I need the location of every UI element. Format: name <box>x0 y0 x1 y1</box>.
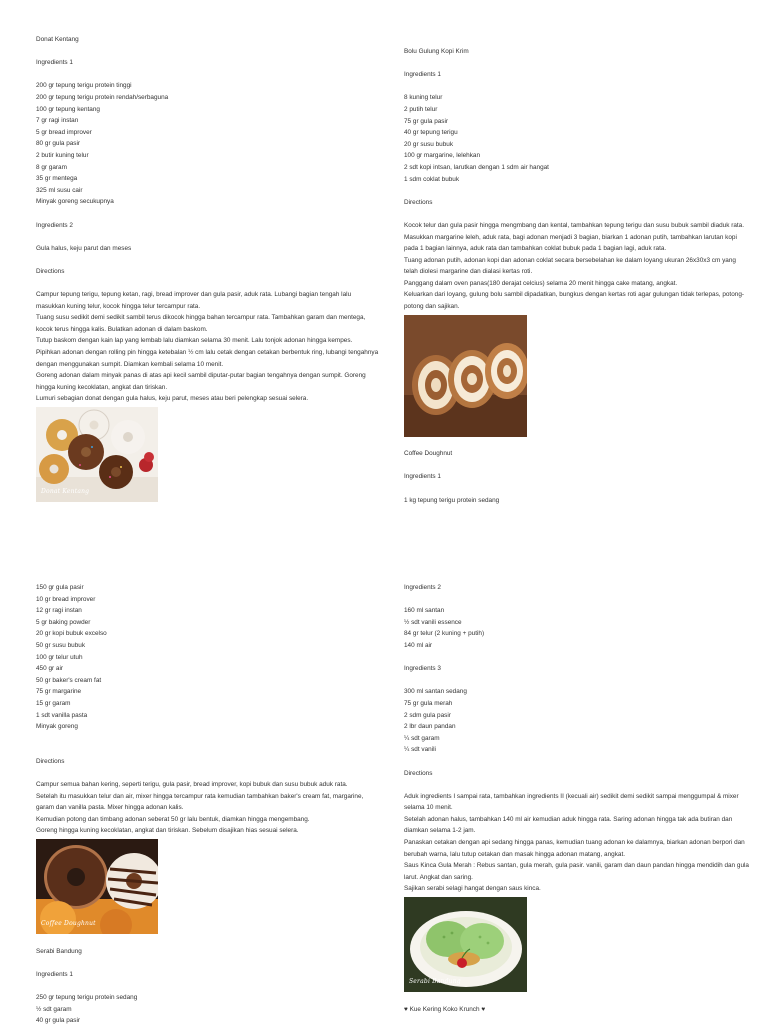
ingredient-list <box>36 80 381 208</box>
ingredient-item: 20 gr susu bubuk <box>404 140 454 148</box>
directions-label: Directions <box>36 757 65 765</box>
ingredient-item: 40 gr gula pasir <box>36 1017 81 1025</box>
donat-kentang-photo <box>36 407 158 502</box>
directions-text <box>36 779 381 837</box>
ingredient-item: 1 sdm coklat bubuk <box>404 175 460 183</box>
ingredient-list <box>36 582 381 733</box>
ingredient-item: 100 gr margarine, lelehkan <box>404 152 481 160</box>
ingredient-item: 40 gr tepung terigu <box>404 129 458 137</box>
ingredient-item: 50 gr susu bubuk <box>36 641 86 649</box>
ingredient-item: 100 gr telur utuh <box>36 653 83 661</box>
direction-step: Campur semua bahan kering, seperti terigu, gula pasir, bread improver, kopi bubuk dan susu bubuk aduk rata. <box>36 781 348 789</box>
direction-step: Goreng adonan dalam minyak panas di atas api kecil sambil diputar-putar bagian tengahnya dengan sumpit. Goreng hingga kuning kecoklatan, angkat dan tiriskan. <box>36 372 368 391</box>
coffee-doughnut-photo <box>36 839 158 934</box>
recipe-donat-kentang <box>36 34 381 502</box>
recipe-serabi-bandung <box>404 582 749 1015</box>
ingredient-item: 35 gr mentega <box>36 175 78 183</box>
photo-caption: Serabi Bandung <box>409 978 461 986</box>
direction-step: Aduk ingredients I sampai rata, tambahkan ingredients II (kecuali air) sedikit demi sedikit sampai menggumpal & mixer selama 10 menit. <box>404 792 741 812</box>
ingredient-item: 250 gr tepung terigu protein sedang <box>36 994 138 1002</box>
ingredient-item: 160 ml santan <box>404 607 445 615</box>
direction-step: Goreng hingga kuning kecoklatan, angkat dan tiriskan. Sebelum disajikan hias sesuai selera. <box>36 827 299 835</box>
ingredients-label: Ingredients 1 <box>36 970 73 978</box>
ingredients-label: Ingredients 1 <box>404 71 441 79</box>
direction-step: Setelah adonan halus, tambahkan 140 ml air kemudian aduk hingga rata. Saring adonan hingga tak ada butiran dan diamkan selama 1-2 jam. <box>404 815 735 835</box>
ingredient-item: 2 sdm gula pasir <box>404 711 451 719</box>
ingredient-list <box>36 992 381 1027</box>
direction-step: Keluarkan dari loyang, gulung bolu sambil dipadatkan, bungkus dengan kertas roti agar gulungan tidak terlepas, potong-potong dan sajikan. <box>404 291 744 311</box>
ingredient-item: 325 ml susu cair <box>36 186 83 194</box>
recipe-title: Serabi Bandung <box>36 947 82 955</box>
recipe-title: Coffee Doughnut <box>404 450 453 458</box>
direction-step: Pipihkan adonan dengan rolling pin hingga ketebalan ½ cm lalu cetak dengan cetakan berbentuk ring, lubangi tengahnya dengan menggunakan sumpit. Diamkan kembali selama 10 menit. <box>36 349 380 368</box>
ingredient-list <box>404 686 749 756</box>
ingredients-label: Ingredients 3 <box>404 665 441 673</box>
direction-step: Masukkan margarine leleh, aduk rata, bagi adonan menjadi 3 bagian, biarkan 1 adonan putih, tambahkan larutan kopi pada 1 bagian lainnya, aduk rata dan tambahkan coklat bubuk pada 1 bagian lagi, aduk rata. <box>404 233 739 253</box>
ingredient-item: 2 lbr daun pandan <box>404 723 456 731</box>
recipe-title: Donat Kentang <box>36 36 79 43</box>
ingredient-item: 7 gr ragi instan <box>36 117 79 125</box>
direction-step: Setelah itu masukkan telur dan air, mixer hingga tercampur rata kemudian tambahkan baker's cream fat, margarine, garam dan vanilla pasta. Mixer hingga adonan kalis. <box>36 792 366 812</box>
directions-text <box>404 220 749 313</box>
ingredient-list <box>404 495 749 507</box>
ingredient-item: 15 gr garam <box>36 699 71 707</box>
ingredient-item: 8 gr garam <box>36 163 67 171</box>
direction-step: Tuang susu sedikit demi sedikit sambil terus dikocok hingga bahan tercampur rata. Tambahkan garam dan mentega, kocok terus hingga kalis. Bulatkan adonan di dalam baskom. <box>36 314 368 333</box>
directions-label: Directions <box>404 769 433 777</box>
directions-text <box>36 289 381 405</box>
ingredient-item: ¼ sdt garam <box>404 734 440 742</box>
direction-step: Lumuri sebagian donat dengan gula halus, keju parut, meses atau beri pelengkap sesuai selera. <box>36 395 309 403</box>
ingredient-item: 1 sdt vanilla pasta <box>36 711 88 719</box>
direction-step: Tutup baskom dengan kain lap yang lembab lalu diamkan selama 30 menit. Lalu tonjok adonan hingga kempes. <box>36 337 353 345</box>
ingredient-item: 2 butir kuning telur <box>36 151 89 159</box>
ingredient-item: Minyak goreng <box>36 723 78 731</box>
direction-step: Kemudian potong dan timbang adonan seberat 50 gr lalu bentuk, diamkan hingga mengembang. <box>36 815 310 823</box>
ingredient-item: 8 kuning telur <box>404 94 443 102</box>
ingredients-label: Ingredients 2 <box>36 221 73 229</box>
ingredient-item: 1 kg tepung terigu protein sedang <box>404 496 500 504</box>
ingredient-item: Minyak goreng secukupnya <box>36 198 114 206</box>
photo-caption: Coffee Doughnut <box>41 920 96 928</box>
ingredient-item: 75 gr gula pasir <box>404 117 449 125</box>
recipe-bolu-gulung <box>404 46 749 506</box>
ingredient-item: ¼ sdt vanili <box>404 746 436 754</box>
serabi-bandung-photo <box>404 897 527 992</box>
direction-step: Panggang dalam oven panas(180 derajat celcius) selama 20 menit hingga cake matang, angkat. <box>404 279 678 287</box>
ingredients-label: Ingredients 1 <box>404 473 441 481</box>
recipe-coffee-doughnut <box>36 582 381 1027</box>
recipe-title: Bolu Gulung Kopi Krim <box>404 48 469 55</box>
ingredient-item: 100 gr tepung kentang <box>36 105 100 113</box>
ingredient-item: 300 ml santan sedang <box>404 688 467 696</box>
ingredient-item: 2 putih telur <box>404 105 438 113</box>
ingredient-item: 2 sdt kopi intsan, larutkan dengan 1 sdm air hangat <box>404 163 549 171</box>
ingredient-item: Gula halus, keju parut dan meses <box>36 244 132 252</box>
ingredient-item: 84 gr telur (2 kuning + putih) <box>404 630 485 638</box>
ingredient-item: 50 gr baker's cream fat <box>36 676 102 684</box>
ingredient-item: 140 ml air <box>404 641 433 649</box>
direction-step: Sajikan serabi selagi hangat dengan saus kinca. <box>404 885 541 893</box>
ingredient-item: 10 gr bread improver <box>36 595 96 603</box>
direction-step: Saus Kinca Gula Merah : Rebus santan, gula merah, gula pasir. vanili, garam dan daun pandan hingga mendidih dan gula larut. Angkat dan saring. <box>404 862 751 881</box>
ingredient-item: 75 gr margarine <box>36 688 82 696</box>
ingredient-item: 200 gr tepung terigu protein tinggi <box>36 82 132 90</box>
roll-cake-illustration <box>404 315 527 437</box>
photo-caption: Donat Kentang <box>41 488 90 496</box>
direction-step: Campur tepung terigu, tepung ketan, ragi, bread improver dan gula pasir, aduk rata. Lubangi bagian tengah lalu masukkan kuning telur, kocok hingga telur tercampur rata. <box>36 291 353 310</box>
ingredient-item: 200 gr tepung terigu protein rendah/serbaguna <box>36 93 169 101</box>
directions-text <box>404 791 749 895</box>
ingredient-item: 450 gr air <box>36 665 63 673</box>
ingredient-item: 5 gr bread improver <box>36 128 92 136</box>
bolu-gulung-photo <box>404 315 527 437</box>
ingredient-list <box>36 243 381 255</box>
ingredient-item: 75 gr gula merah <box>404 699 453 707</box>
ingredients-label: Ingredients 1 <box>36 59 73 67</box>
ingredient-item: 20 gr kopi bubuk excelso <box>36 630 107 638</box>
ingredient-item: 80 gr gula pasir <box>36 140 81 148</box>
direction-step: Tuang adonan putih, adonan kopi dan adonan coklat secara bersebelahan ke dalam loyang ukuran 26x30x3 cm yang telah diolesi margarine dan dialasi kertas roti. <box>404 256 738 276</box>
direction-step: Panaskan cetakan dengan api sedang hingga panas, kemudian tuang adonan ke dalamnya, biarkan adonan berpori dan berubah warna, lalu tutup cetakan dan masak hingga adonan matang, angkat. <box>404 839 747 858</box>
directions-label: Directions <box>404 198 433 206</box>
ingredient-item: ½ sdt vanili essence <box>404 618 462 626</box>
directions-label: Directions <box>36 267 65 275</box>
ingredient-list <box>404 92 749 185</box>
ingredient-list <box>404 605 749 651</box>
ingredient-item: ½ sdt garam <box>36 1005 72 1013</box>
next-recipe-title: ♥ Kue Kering Koko Krunch ♥ <box>404 1005 486 1013</box>
ingredient-item: 150 gr gula pasir <box>36 584 84 591</box>
ingredient-item: 5 gr baking powder <box>36 618 91 626</box>
ingredients-label: Ingredients 2 <box>404 584 441 591</box>
ingredient-item: 12 gr ragi instan <box>36 607 82 615</box>
direction-step: Kocok telur dan gula pasir hingga mengmbang dan kental, tambahkan tepung terigu dan susu bubuk sambil diaduk rata. <box>404 221 744 229</box>
